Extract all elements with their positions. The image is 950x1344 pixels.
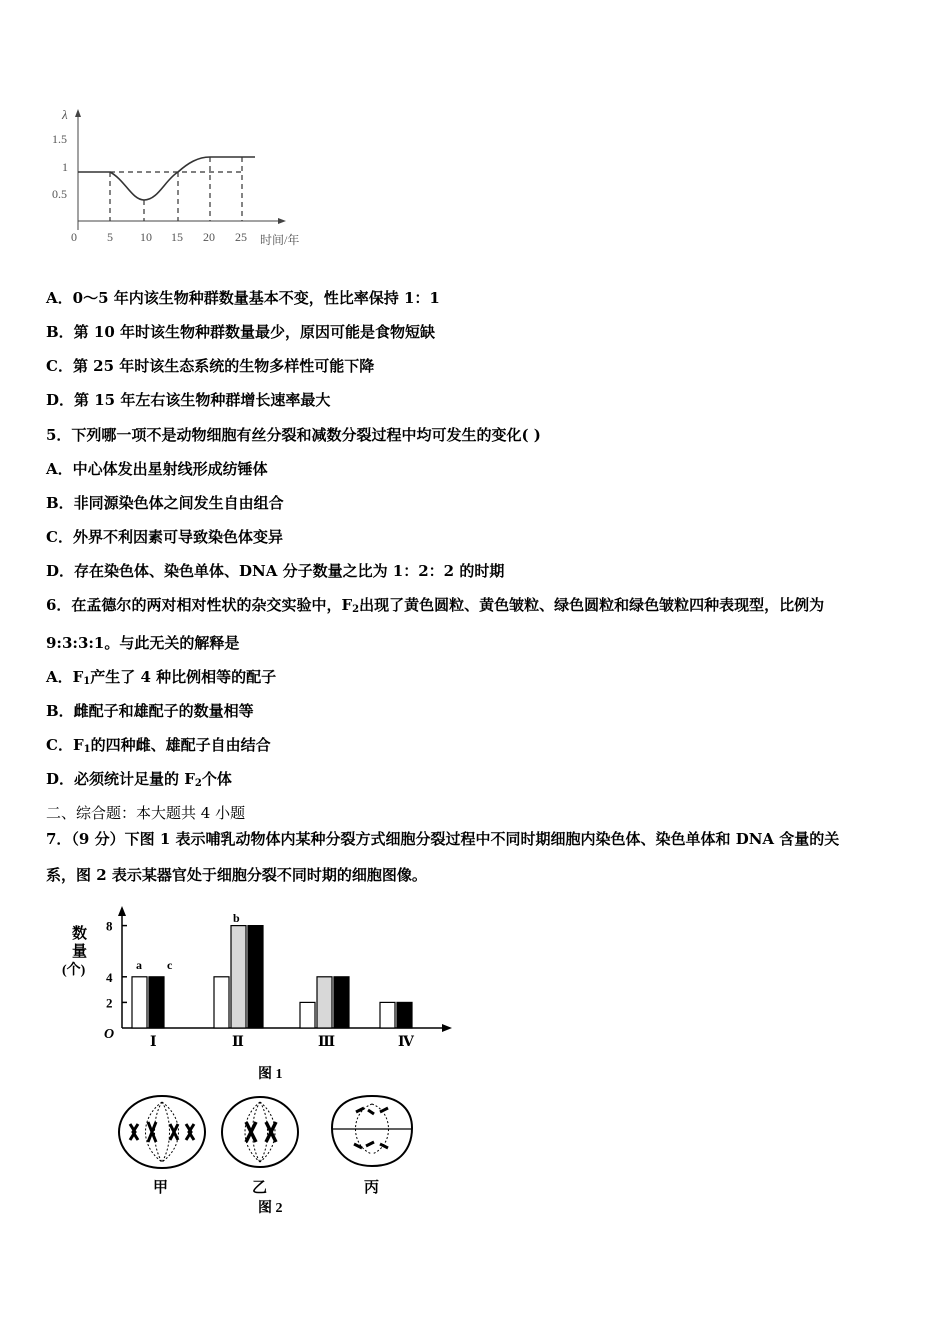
q6-c-sub: 1 (83, 744, 91, 755)
fig1-category-label: Ⅱ (232, 1035, 244, 1050)
q6-a-sub: 1 (83, 676, 91, 687)
q6-a-text2: 产生了 4 种比例相等的配子 (90, 668, 277, 686)
fig1-bar-label-c: c (167, 958, 173, 972)
fig1-ylabel-2: 量 (72, 944, 88, 960)
q7-stem-line1: 7．（9 分）下图 1 表示哺乳动物体内某种分裂方式细胞分裂过程中不同时期细胞内染色体、染色单体和 DNA 含量的关 (46, 830, 840, 848)
fig1-x-arrow (442, 1024, 452, 1032)
fig1-bar-label-a: a (136, 958, 142, 972)
fig2-caption: 图 2 (258, 1201, 283, 1216)
x-tick-label: 10 (140, 230, 152, 244)
fig1-category-label: Ⅳ (398, 1035, 414, 1050)
q6-stem (46, 594, 824, 615)
fig1-bar-c (397, 1002, 412, 1028)
q6-d-text: D．必须统计足量的 F (46, 770, 195, 788)
cell-yi (222, 1097, 298, 1167)
cell-label-bing: 丙 (364, 1180, 380, 1196)
x-tick-label: 0 (71, 230, 77, 244)
fig1-category-label: Ⅲ (318, 1035, 336, 1050)
q4-option-b: B．第 10 年时该生物种群数量最少，原因可能是食物短缺 (46, 323, 435, 341)
x-tick-label: 15 (171, 230, 183, 244)
q6-option-d (46, 768, 232, 789)
fig1-caption: 图 1 (258, 1067, 283, 1082)
q6-d-text2: 个体 (201, 770, 232, 788)
q6-d-sub: 2 (194, 778, 202, 789)
fig1-bar-a (214, 977, 229, 1028)
x-axis-label: 时间/年 (260, 233, 300, 247)
y-axis-arrow (75, 109, 81, 117)
fig1-y-tick-label: 2 (106, 995, 113, 1011)
fig1-origin: O (104, 1027, 115, 1042)
fig1-bar-b (317, 977, 332, 1028)
y-tick-label: 0.5 (52, 187, 67, 201)
q6-c-text: C．F (46, 736, 84, 754)
fig1-ylabel-1: 数 (72, 926, 88, 942)
fig1-ylabel-3: (个) (62, 963, 86, 978)
fig1-category-label: Ⅰ (150, 1035, 157, 1050)
x-tick-label: 25 (235, 230, 247, 244)
q6-c-text2: 的四种雌、雄配子自由结合 (90, 736, 271, 754)
q5-option-a: A．中心体发出星射线形成纺锤体 (46, 460, 268, 478)
q6-option-b: B．雌配子和雄配子的数量相等 (46, 702, 254, 720)
q5-option-c: C．外界不利因素可导致染色体变异 (46, 528, 283, 546)
section-2-heading: 二、综合题：本大题共 4 小题 (46, 804, 246, 822)
q6-option-c (46, 734, 271, 755)
fig1-bar-c (149, 977, 164, 1028)
y-axis-label: λ (62, 107, 68, 122)
q4-option-c: C．第 25 年时该生态系统的生物多样性可能下降 (46, 357, 375, 375)
fig1-bar-c (334, 977, 349, 1028)
q7-stem-line2: 系，图 2 表示某器官处于细胞分裂不同时期的细胞图像。 (46, 866, 427, 884)
lambda-curve (78, 157, 255, 200)
cell-bing (332, 1096, 412, 1166)
cell-jia (119, 1096, 205, 1168)
fig1-y-arrow (118, 906, 126, 916)
x-tick-label: 20 (203, 230, 215, 244)
figure-2-cells (110, 1088, 430, 1218)
y-tick-label: 1 (62, 160, 68, 174)
q6-stem-line2: 9:3:3:1。与此无关的解释是 (46, 634, 240, 652)
q5-option-b: B．非同源染色体之间发生自由组合 (46, 494, 284, 512)
cell-label-jia: 甲 (153, 1180, 169, 1196)
fig1-bar-a (300, 1002, 315, 1028)
q6-stem-sub: 2 (352, 604, 360, 615)
q6-stem-b: 出现了黄色圆粒、黄色皱粒、绿色圆粒和绿色皱粒四种表现型，比例为 (359, 596, 825, 614)
q6-stem-a: 6．在孟德尔的两对相对性状的杂交实验中，F (46, 596, 353, 614)
fig1-bar-c (248, 926, 263, 1028)
lambda-chart (40, 105, 330, 255)
fig1-y-tick-label: 4 (106, 969, 113, 985)
y-tick-label: 1.5 (52, 132, 67, 146)
q5-option-d: D．存在染色体、染色单体、DNA 分子数量之比为 1：2：2 的时期 (46, 562, 505, 580)
fig1-bar-b (231, 926, 246, 1028)
figure-1-bar-chart (60, 900, 470, 1090)
fig1-bar-a (380, 1002, 395, 1028)
q4-option-d: D．第 15 年左右该生物种群增长速率最大 (46, 391, 331, 409)
q6-option-a (46, 666, 276, 687)
q5-stem: 5．下列哪一项不是动物细胞有丝分裂和减数分裂过程中均可发生的变化( ) (46, 426, 541, 444)
x-tick-label: 5 (107, 230, 113, 244)
cell-label-yi: 乙 (252, 1180, 268, 1196)
fig1-bar-a (132, 977, 147, 1028)
fig1-y-tick-label: 8 (106, 918, 113, 934)
q4-option-a: A．0～5 年内该生物种群数量基本不变，性比率保持 1：1 (46, 289, 440, 307)
q6-a-text: A．F (46, 668, 84, 686)
x-axis-arrow (278, 218, 286, 224)
fig1-bar-label-b: b (233, 911, 240, 925)
